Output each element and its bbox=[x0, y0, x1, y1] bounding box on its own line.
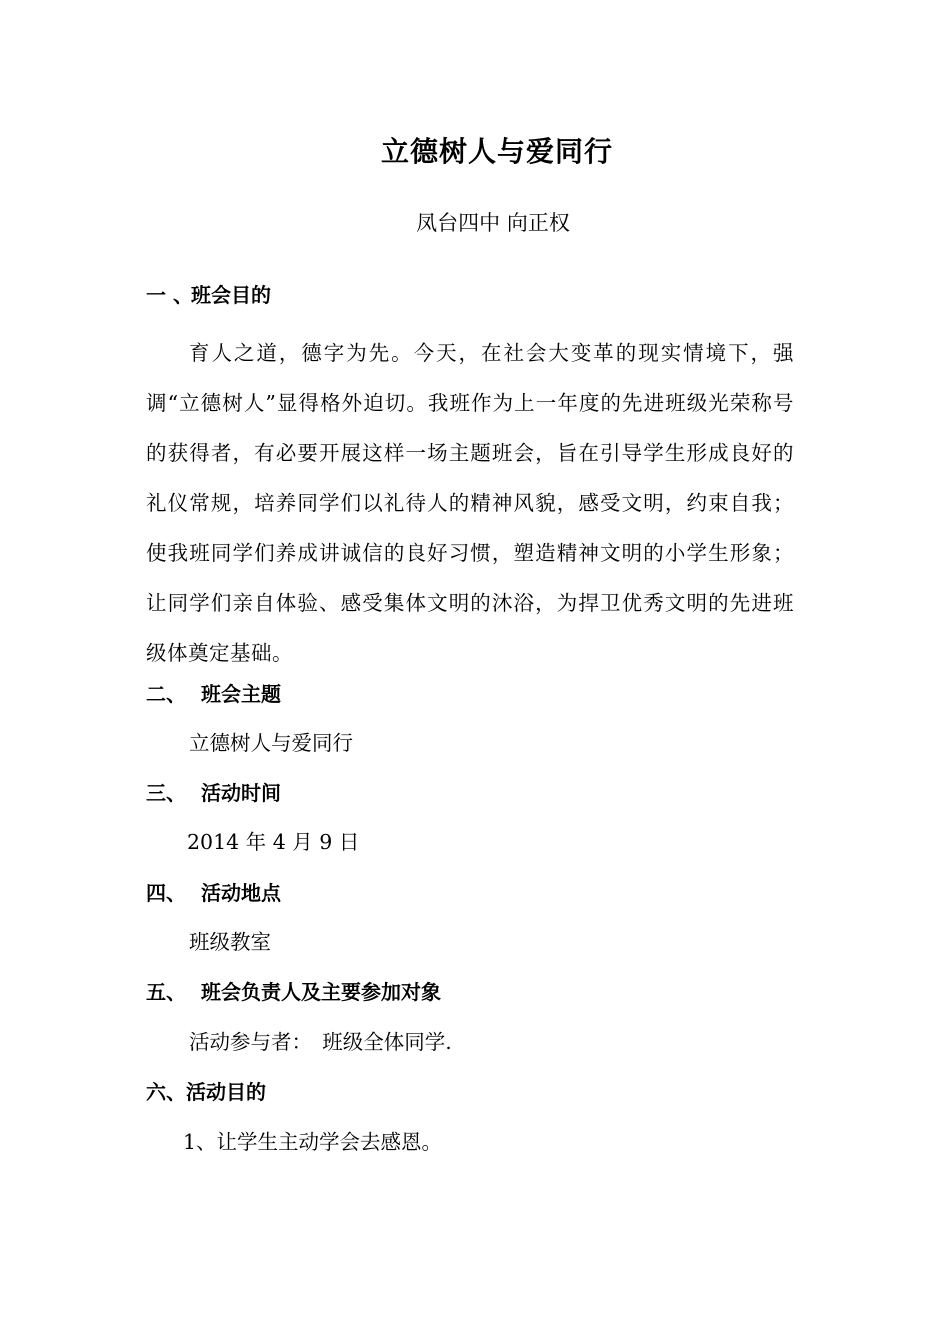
section-heading-organizer bbox=[146, 976, 441, 1008]
section-title: 活动时间 bbox=[201, 781, 281, 805]
section-title: 班会主题 bbox=[201, 682, 281, 706]
section-title: 班会负责人及主要参加对象 bbox=[201, 980, 441, 1004]
section-content-location: 班级教室 bbox=[189, 930, 271, 954]
section-heading-goals bbox=[146, 1076, 266, 1108]
author-line: 凤台四中 向正权 bbox=[416, 211, 570, 235]
section-heading-theme bbox=[146, 678, 281, 710]
section-content-theme: 立德树人与爱同行 bbox=[189, 731, 353, 755]
section-content-organizer: 活动参与者： 班级全体同学. bbox=[189, 1030, 452, 1054]
section-number: 五、 bbox=[146, 980, 186, 1004]
section-heading-purpose bbox=[146, 279, 271, 311]
section-heading-time bbox=[146, 777, 281, 809]
section-number: 一 、 bbox=[146, 283, 193, 307]
section-content-goals: 1、让学生主动学会去感恩。 bbox=[183, 1130, 443, 1154]
section-number: 二、 bbox=[146, 682, 186, 706]
section-title: 活动地点 bbox=[201, 881, 281, 905]
section-paragraph-purpose: 育人之道，德字为先。今天，在社会大变革的现实情境下，强调“立德树人”显得格外迫切。我班作为上一年度的先进班级光荣称号的获得者，有必要开展这样一场主题班会，旨在引导学生形成良好的礼仪常规，培养同学们以礼待人的精神风貌，感受文明，约束自我；使我班同学们养成讲诚信的良好习惯，塑造精神文明的小学生形象；让同学们亲自体验、感受集体文明的沐浴，为捍卫优秀文明的先进班级体奠定基础。 bbox=[146, 341, 794, 665]
section-number: 四、 bbox=[146, 881, 186, 905]
section-title: 活动目的 bbox=[186, 1080, 266, 1104]
section-heading-location bbox=[146, 877, 281, 909]
section-title: 班会目的 bbox=[191, 283, 271, 307]
section-number: 六、 bbox=[146, 1080, 186, 1104]
document-title: 立德树人与爱同行 bbox=[380, 135, 613, 168]
section-number: 三、 bbox=[146, 781, 186, 805]
section-content-time: 2014 年 4 月 9 日 bbox=[187, 830, 360, 854]
